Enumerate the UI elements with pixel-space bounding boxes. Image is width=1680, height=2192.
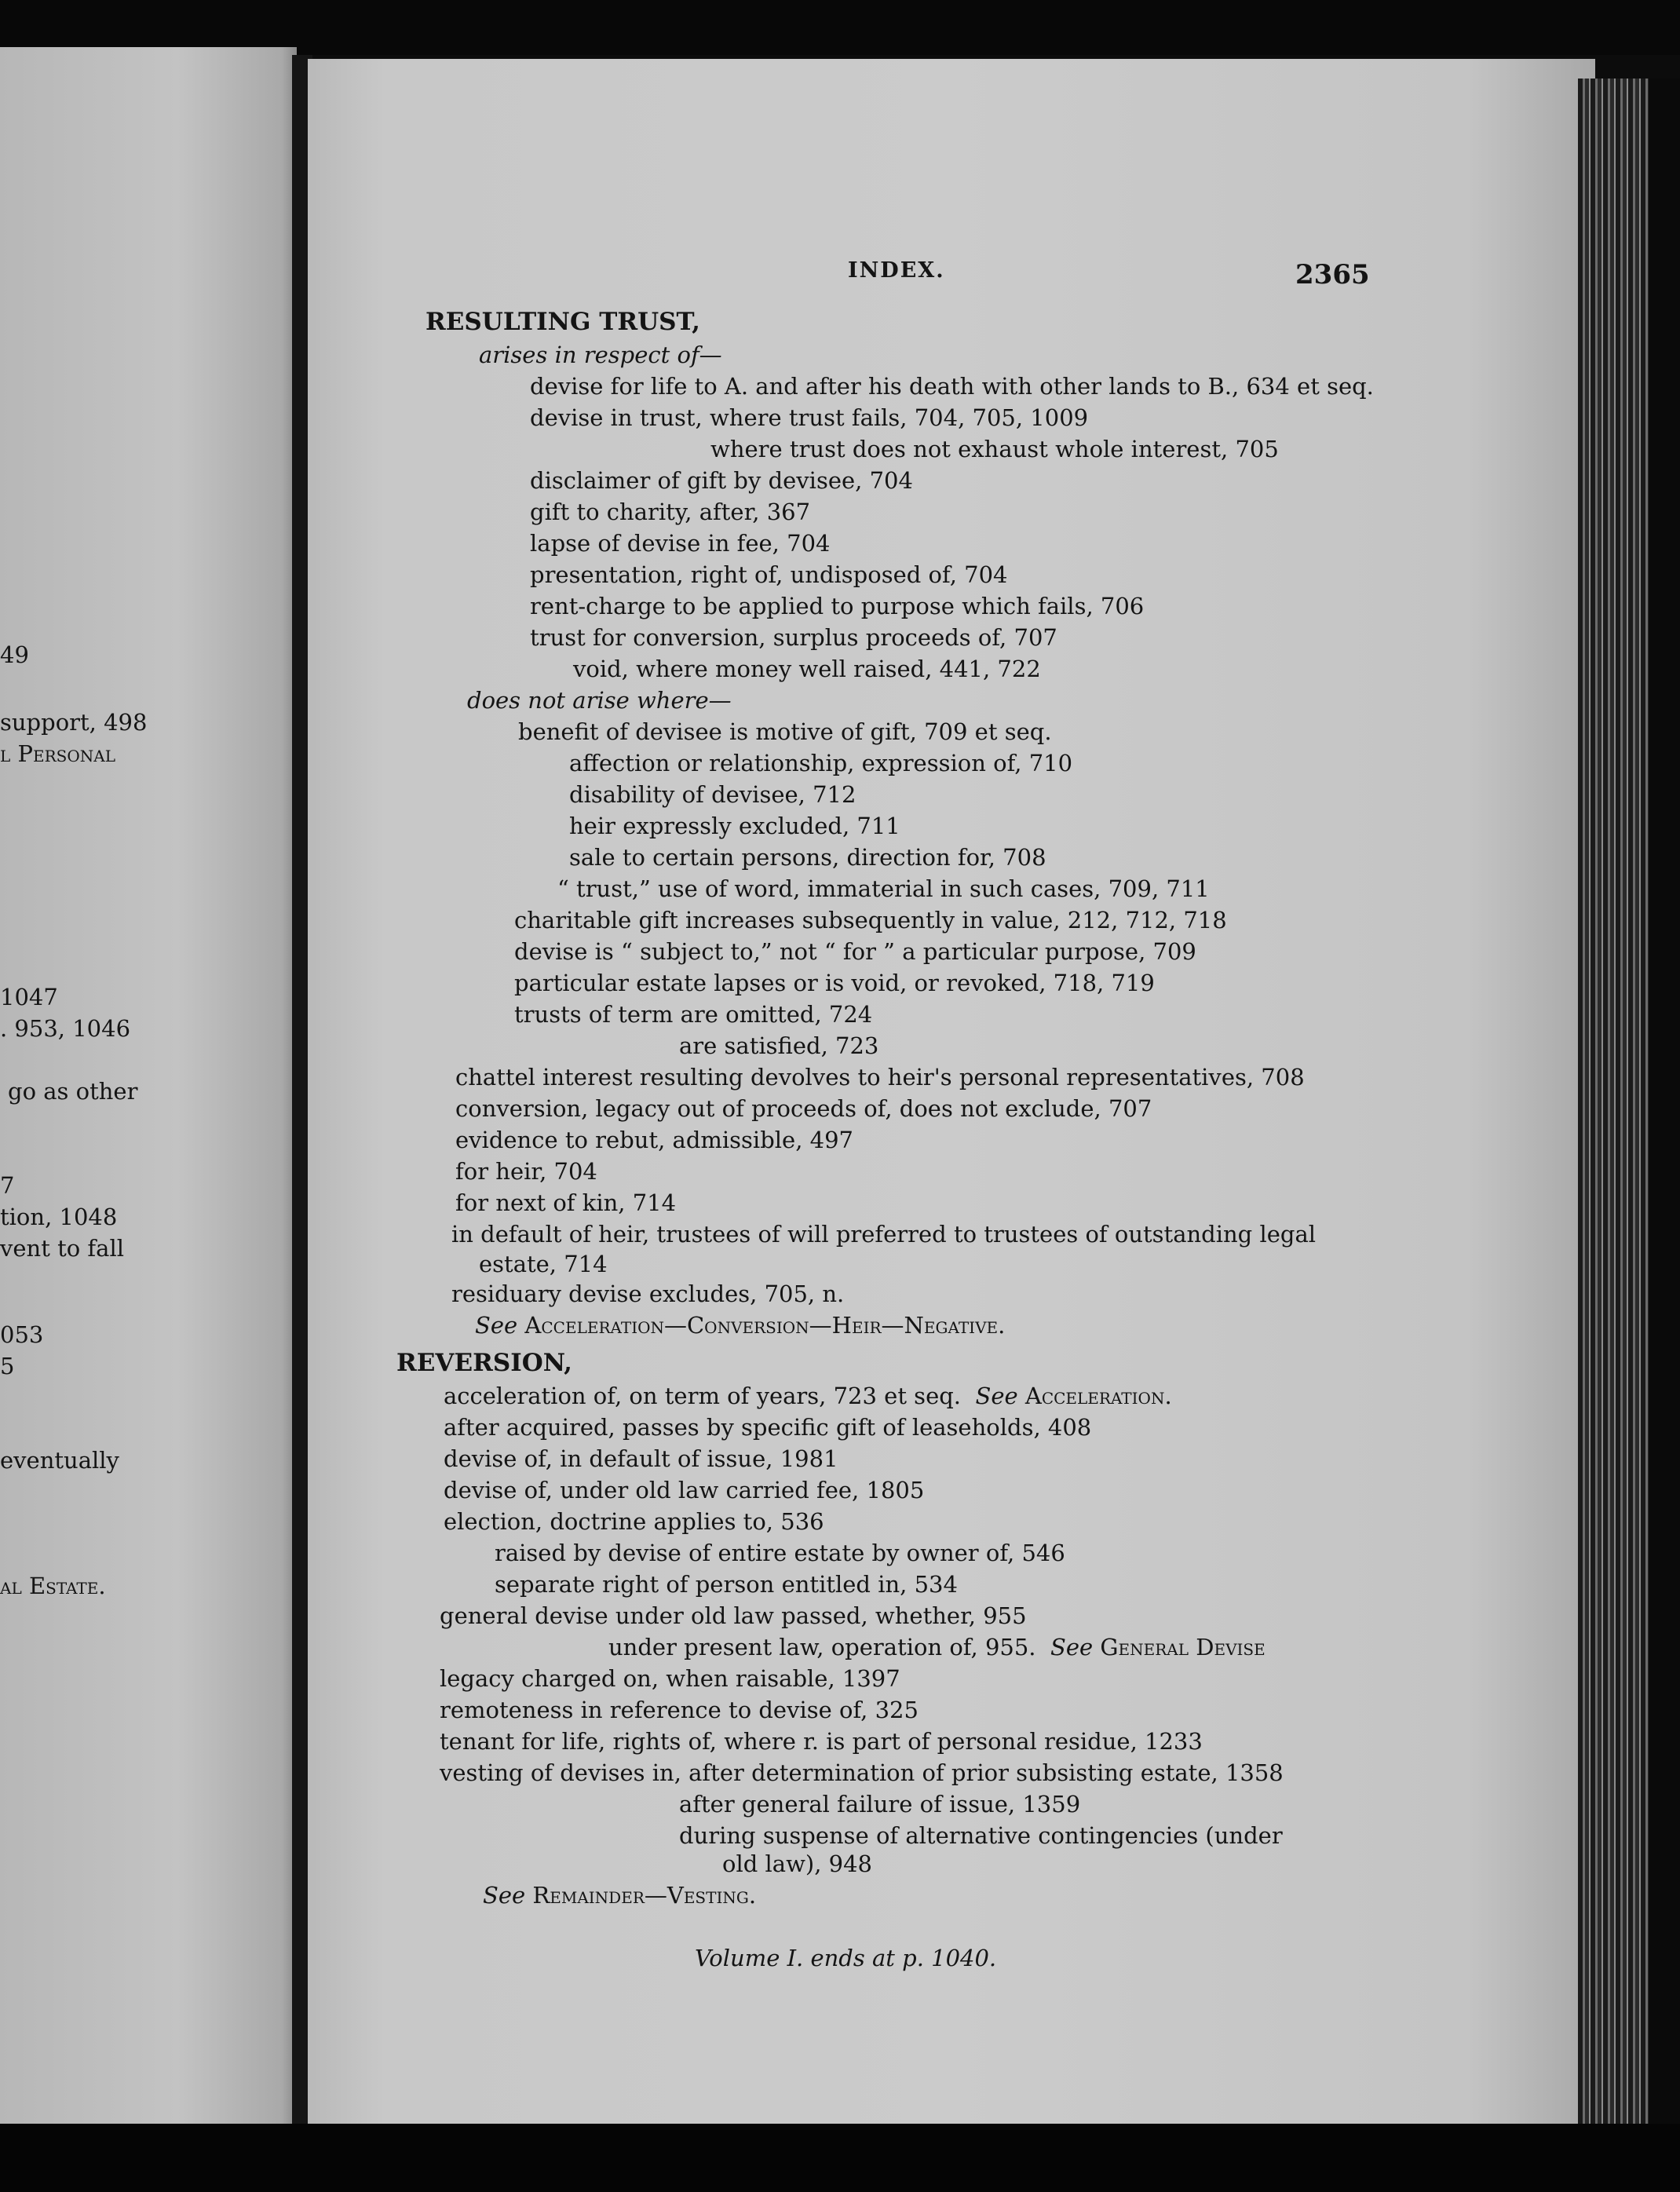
index-line: gift to charity, after, 367 (530, 499, 811, 525)
index-line: for heir, 704 (455, 1158, 597, 1185)
scan-border-right (1649, 79, 1680, 2135)
index-line: charitable gift increases subsequently in value, 212, 712, 718 (514, 907, 1227, 933)
left-fragment: go as other (8, 1078, 138, 1105)
facing-page-left (0, 47, 297, 2135)
index-line: after general failure of issue, 1359 (679, 1791, 1081, 1818)
index-line-with-see (608, 1634, 1265, 1660)
running-header: INDEX. (848, 258, 945, 283)
index-line: particular estate lapses or is void, or revoked, 718, 719 (514, 970, 1155, 996)
left-fragment: vent to fall (0, 1235, 124, 1262)
index-line-with-see (444, 1383, 1172, 1409)
index-page (308, 59, 1595, 2132)
index-line: tenant for life, rights of, where r. is part of personal residue, 1233 (440, 1728, 1203, 1755)
left-fragment: 7 (0, 1172, 15, 1199)
index-line: devise for life to A. and after his death with other lands to B., 634 et seq. (530, 373, 1374, 400)
index-line: separate right of person entitled in, 534 (495, 1571, 958, 1598)
index-line: conversion, legacy out of proceeds of, does not exclude, 707 (455, 1095, 1152, 1122)
index-line: disability of devisee, 712 (569, 781, 856, 808)
cross-reference: General Devise (1100, 1634, 1265, 1660)
page-number: 2365 (1295, 259, 1370, 290)
volume-note: Volume I. ends at p. 1040. (695, 1945, 997, 1971)
see-also-line (475, 1312, 1005, 1339)
index-line: residuary devise excludes, 705, n. (451, 1280, 845, 1307)
index-line: trusts of term are omitted, 724 (514, 1001, 873, 1028)
left-fragment: 053 (0, 1321, 44, 1348)
entry-heading: RESULTING TRUST, (425, 308, 700, 336)
index-line: remoteness in reference to devise of, 325 (440, 1697, 919, 1723)
index-line: election, doctrine applies to, 536 (444, 1508, 824, 1535)
index-line: old law), 948 (722, 1850, 873, 1877)
index-line: general devise under old law passed, whether, 955 (440, 1602, 1027, 1629)
see-label: See (475, 1312, 518, 1339)
index-line: presentation, right of, undisposed of, 704 (530, 561, 1008, 588)
index-line: where trust does not exhaust whole interest, 705 (710, 436, 1279, 462)
left-fragment: 49 (0, 641, 29, 668)
see-label: See (483, 1882, 526, 1909)
index-line: trust for conversion, surplus proceeds of, 707 (530, 624, 1057, 651)
index-line: void, where money well raised, 441, 722 (573, 656, 1041, 682)
index-line: under present law, operation of, 955. (608, 1634, 1036, 1660)
index-line: devise is “ subject to,” not “ for ” a particular purpose, 709 (514, 938, 1196, 965)
index-line: for next of kin, 714 (455, 1189, 677, 1216)
index-line: “ trust,” use of word, immaterial in such cases, 709, 711 (557, 875, 1210, 902)
index-line: legacy charged on, when raisable, 1397 (440, 1665, 900, 1692)
index-line: estate, 714 (479, 1251, 608, 1277)
index-line: affection or relationship, expression of, 710 (569, 750, 1073, 776)
index-line: are satisfied, 723 (679, 1032, 879, 1059)
index-line: devise of, in default of issue, 1981 (444, 1445, 838, 1472)
left-fragment: al Estate. (0, 1573, 106, 1599)
index-line: chattel interest resulting devolves to heir's personal representatives, 708 (455, 1064, 1305, 1091)
left-fragment: 1047 (0, 984, 58, 1010)
index-line: acceleration of, on term of years, 723 et seq. (444, 1383, 962, 1409)
index-line: devise in trust, where trust fails, 704, 705, 1009 (530, 404, 1089, 431)
index-line: disclaimer of gift by devisee, 704 (530, 467, 913, 494)
index-line: benefit of devisee is motive of gift, 709 et seq. (518, 718, 1052, 745)
index-line: heir expressly excluded, 711 (569, 813, 900, 839)
left-fragment: eventually (0, 1447, 119, 1474)
index-line: in default of heir, trustees of will preferred to trustees of outstanding legal (451, 1221, 1317, 1248)
scan-border-bottom (0, 2124, 1680, 2192)
cross-references: Acceleration—Conversion—Heir—Negative. (524, 1312, 1006, 1339)
index-line: evidence to rebut, admissible, 497 (455, 1127, 853, 1153)
index-line: during suspense of alternative contingencies (under (679, 1822, 1283, 1849)
left-fragment: tion, 1048 (0, 1204, 118, 1230)
see-also-line (483, 1882, 756, 1909)
see-label: See (975, 1383, 1018, 1409)
cross-references: Remainder—Vesting. (532, 1882, 757, 1909)
left-fragment: . 953, 1046 (0, 1015, 131, 1042)
index-line: lapse of devise in fee, 704 (530, 530, 831, 557)
index-line: vesting of devises in, after determination of prior subsisting estate, 1358 (440, 1759, 1284, 1786)
subheading: arises in respect of— (479, 342, 722, 368)
index-line: raised by devise of entire estate by owner of, 546 (495, 1540, 1065, 1566)
index-line: sale to certain persons, direction for, 708 (569, 844, 1046, 871)
entry-heading: REVERSION, (396, 1349, 572, 1377)
see-label: See (1050, 1634, 1094, 1660)
left-fragment: l Personal (0, 740, 115, 767)
cross-reference: Acceleration. (1024, 1383, 1172, 1409)
index-line: rent-charge to be applied to purpose which fails, 706 (530, 593, 1145, 619)
index-line: devise of, under old law carried fee, 1805 (444, 1477, 925, 1503)
left-fragment: 5 (0, 1353, 15, 1379)
left-fragment: support, 498 (0, 709, 148, 736)
index-line: after acquired, passes by specific gift of leaseholds, 408 (444, 1414, 1092, 1441)
subheading: does not arise where— (467, 687, 732, 714)
